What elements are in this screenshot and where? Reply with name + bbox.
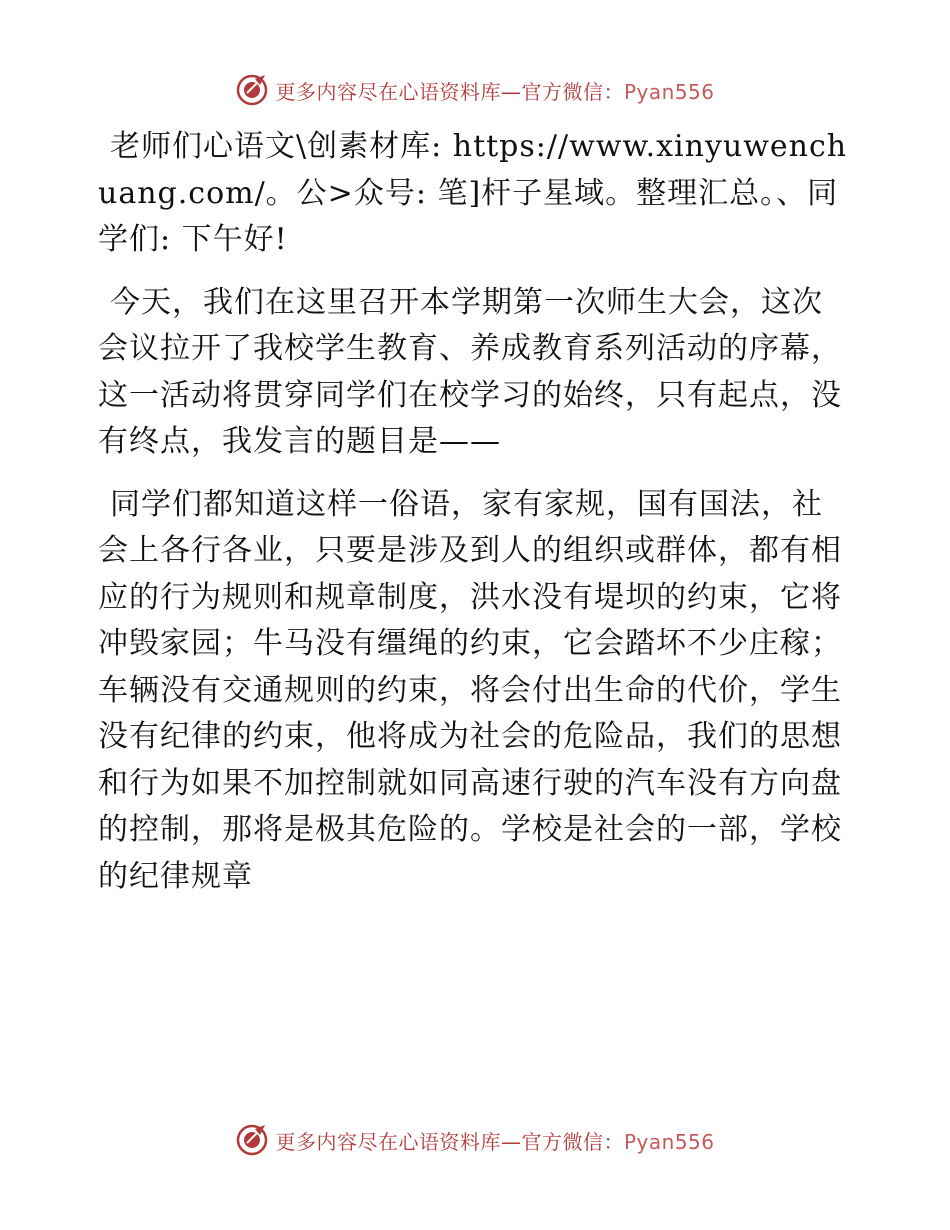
quill-seal-icon — [235, 1123, 269, 1157]
quill-seal-icon — [235, 73, 269, 107]
banner-text — [275, 1126, 714, 1155]
wechat-id: Pyan556 — [623, 79, 715, 104]
paragraph-1 — [98, 124, 848, 264]
footer-banner — [0, 1120, 950, 1160]
paragraph-3 — [98, 482, 848, 901]
banner-text — [275, 76, 714, 105]
document-body — [98, 124, 848, 916]
wechat-id: Pyan556 — [623, 1129, 715, 1154]
banner-label: 更多内容尽在心语资料库—官方微信： — [275, 79, 624, 104]
banner-label: 更多内容尽在心语资料库—官方微信： — [275, 1129, 624, 1154]
paragraph-3-text: 同学们都知道这样一俗语，家有家规，国有国法，社会上各行各业，只要是涉及到人的组织或群体，都有相应的行为规则和规章制度，洪水没有堤坝的约束，它将冲毁家园；牛马没有缰绳的约束，它会踏坏不少庄稼；车辆没有交通规则的约束，将会付出生命的代价，学生没有纪律的约束，他将成为社会的危险品，我们的思想和行为如果不加控制就如同高速行驶的汽车没有方向盘的控制，那将是极其危险的。学校是社会的一部，学校的纪律规章 — [98, 486, 842, 894]
header-banner — [0, 70, 950, 110]
paragraph-1-text: 老师们心语文\创素材库: https://www.xinyuwenchuang.com/。公>众号: 笔]杆子星域。整理汇总。、同学们: 下午好! — [98, 129, 848, 257]
paragraph-2 — [98, 280, 848, 466]
paragraph-2-text: 今天，我们在这里召开本学期第一次师生大会，这次会议拉开了我校学生教育、养成教育系列活动的序幕，这一活动将贯穿同学们在校学习的始终，只有起点，没有终点，我发言的题目是—— — [98, 284, 842, 459]
